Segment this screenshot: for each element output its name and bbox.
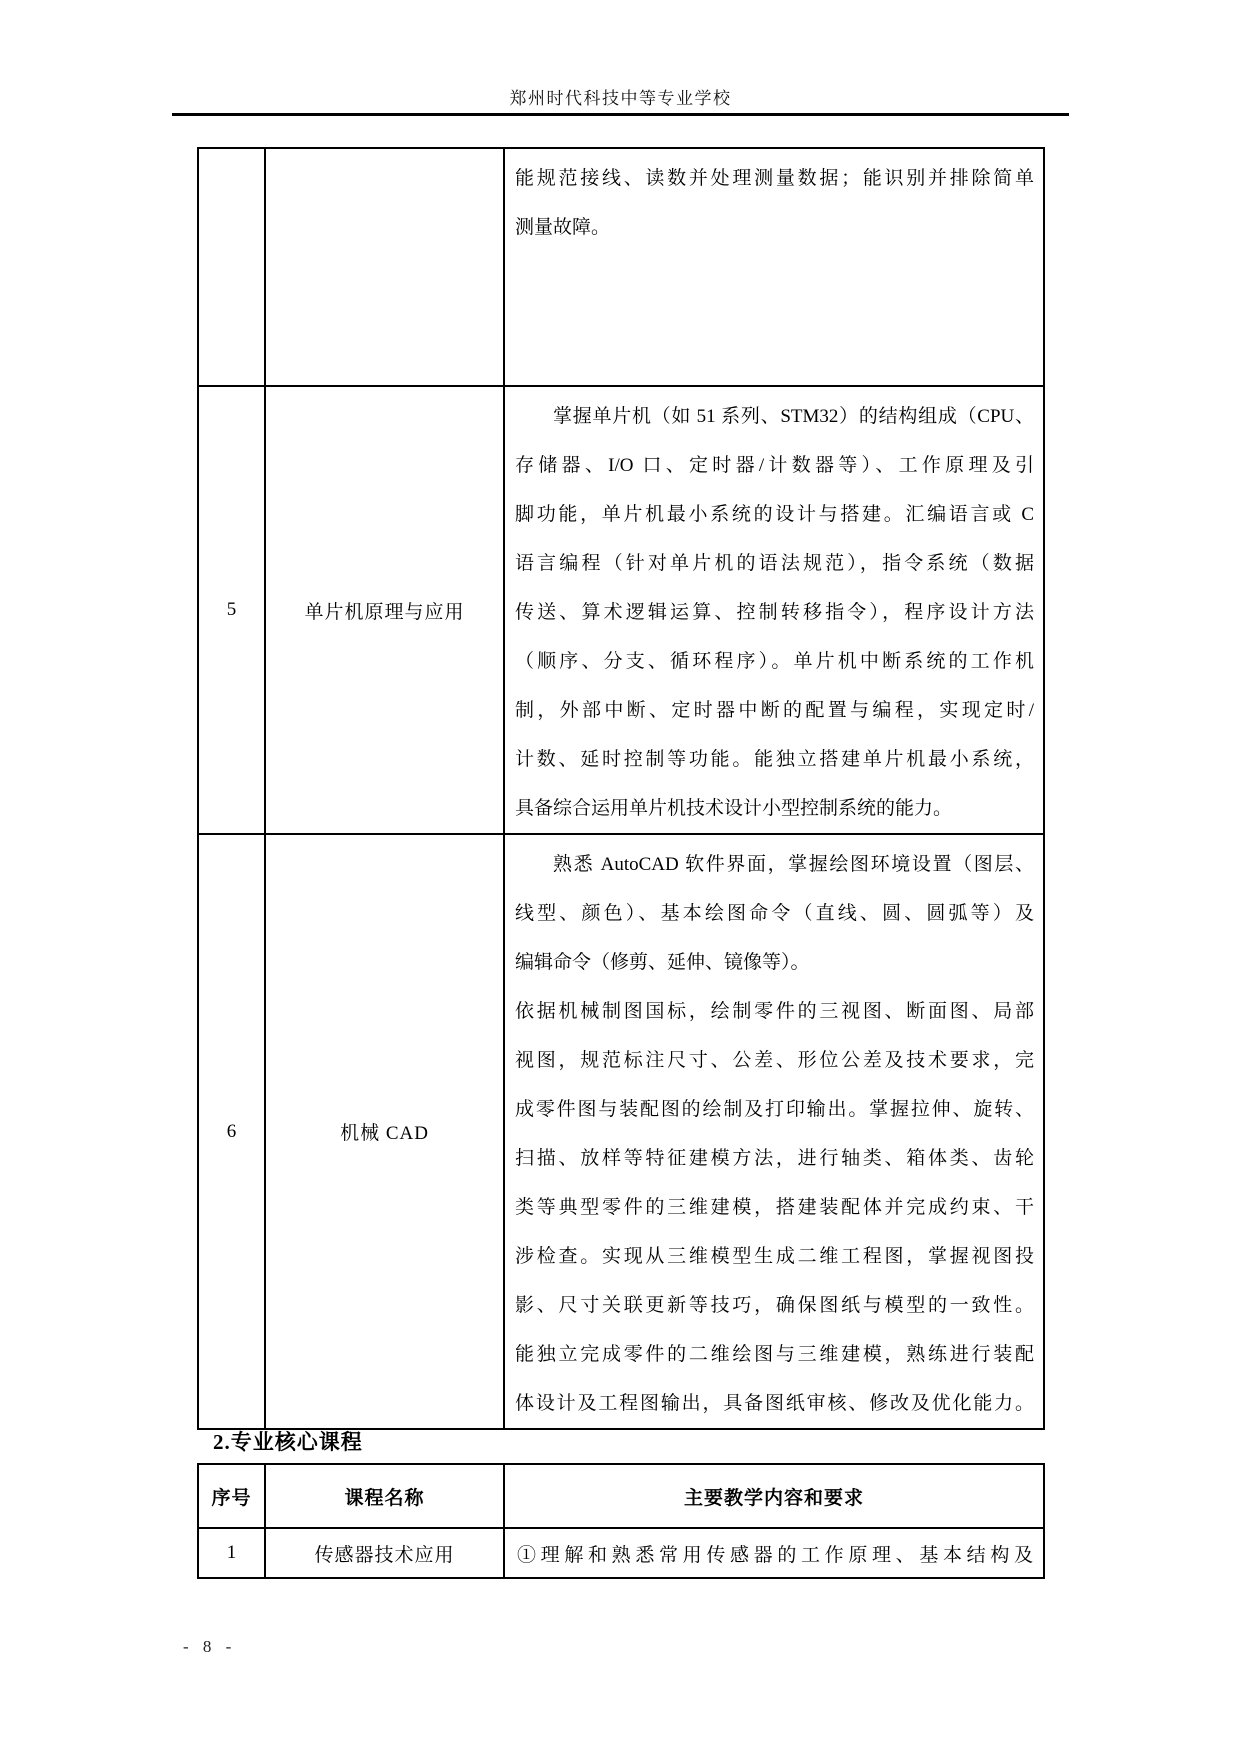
content-lines (515, 154, 1034, 252)
content-line: 能独立完成零件的二维绘图与三维建模，熟练进行装配 (515, 1344, 1034, 1365)
content-line: （顺序、分支、循环程序）。单片机中断系统的工作机 (515, 651, 1034, 672)
course-content-cell: ①理解和熟悉常用传感器的工作原理、基本结构及 (504, 1528, 1044, 1578)
content-line: 成零件图与装配图的绘制及打印输出。掌握拉伸、旋转、 (515, 1099, 1034, 1120)
course-name-cell (265, 148, 504, 386)
table-row (198, 148, 1044, 386)
course-table-continued (197, 147, 1045, 1430)
content-line: 语言编程（针对单片机的语法规范），指令系统（数据 (515, 553, 1034, 574)
table-header-row (198, 1464, 1044, 1528)
content-line: 线型、颜色）、基本绘图命令（直线、圆、圆弧等）及 (515, 903, 1034, 924)
table-row (198, 834, 1044, 1429)
header-cell-course: 课程名称 (265, 1464, 504, 1528)
page-header-title: 郑州时代科技中等专业学校 (509, 89, 732, 108)
content-line: 脚功能，单片机最小系统的设计与搭建。汇编语言或 C (515, 504, 1034, 525)
course-name-cell: 单片机原理与应用 (265, 386, 504, 834)
header-cell-content: 主要教学内容和要求 (504, 1464, 1044, 1528)
content-lines (515, 840, 1034, 1428)
content-line: 掌握单片机（如 51 系列、STM32）的结构组成（CPU、 (553, 406, 1034, 427)
content-line: 测量故障。 (515, 217, 611, 238)
content-line: 涉检查。实现从三维模型生成二维工程图，掌握视图投 (515, 1246, 1034, 1267)
content-line: 扫描、放样等特征建模方法，进行轴类、箱体类、齿轮 (515, 1148, 1034, 1169)
content-line: 影、尺寸关联更新等技巧，确保图纸与模型的一致性。 (515, 1295, 1034, 1316)
row-number-cell: 5 (198, 386, 265, 834)
content-line: 熟悉 AutoCAD 软件界面，掌握绘图环境设置（图层、 (553, 854, 1034, 875)
content-line: 计数、延时控制等功能。能独立搭建单片机最小系统， (515, 749, 1034, 770)
page-number: - 8 - (183, 1637, 237, 1656)
content-lines (515, 392, 1034, 833)
course-name-cell: 机械 CAD (265, 834, 504, 1429)
content-line: 视图，规范标注尺寸、公差、形位公差及技术要求，完 (515, 1050, 1034, 1071)
row-number-cell: 1 (198, 1528, 265, 1578)
content-line: 依据机械制图国标，绘制零件的三视图、断面图、局部 (515, 1001, 1034, 1022)
header-rule (172, 113, 1069, 116)
content-line: 体设计及工程图输出，具备图纸审核、修改及优化能力。 (515, 1393, 1034, 1414)
table-row (198, 386, 1044, 834)
section-heading: 2.专业核心课程 (213, 1430, 363, 1454)
content-line: 存储器、I/O 口、定时器/计数器等）、工作原理及引 (515, 455, 1034, 476)
content-line: 传送、算术逻辑运算、控制转移指令），程序设计方法 (515, 602, 1034, 623)
course-content-cell (504, 148, 1044, 386)
row-number-cell: 6 (198, 834, 265, 1429)
row-number-cell (198, 148, 265, 386)
table-row (198, 1528, 1044, 1578)
course-content-cell (504, 386, 1044, 834)
core-course-table (197, 1463, 1045, 1579)
header-cell-number: 序号 (198, 1464, 265, 1528)
content-line: 能规范接线、读数并处理测量数据；能识别并排除简单 (515, 168, 1034, 189)
course-name-cell: 传感器技术应用 (265, 1528, 504, 1578)
content-line: 编辑命令（修剪、延伸、镜像等）。 (515, 952, 810, 973)
content-line: 类等典型零件的三维建模，搭建装配体并完成约束、干 (515, 1197, 1034, 1218)
course-content-cell (504, 834, 1044, 1429)
content-line: 具备综合运用单片机技术设计小型控制系统的能力。 (515, 798, 953, 819)
content-line: 制，外部中断、定时器中断的配置与编程，实现定时/ (515, 700, 1034, 721)
